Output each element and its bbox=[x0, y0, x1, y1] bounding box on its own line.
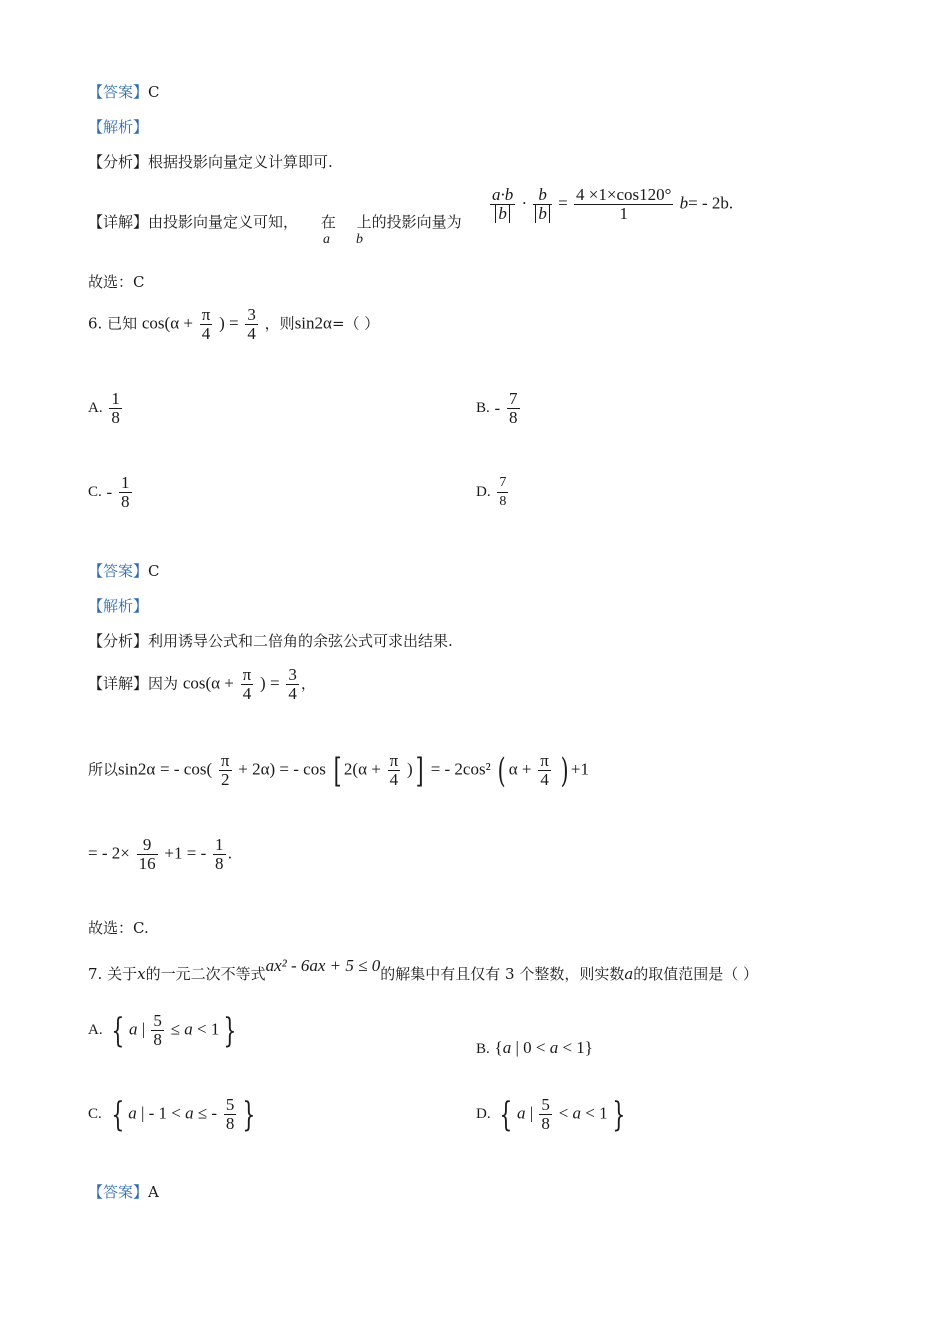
vector-a: a bbox=[323, 232, 330, 247]
q7-option-b[interactable]: B. {a | 0 < a < 1} bbox=[476, 1038, 593, 1057]
q6-option-c[interactable]: C. - $\frac{1}{8}$ bbox=[88, 473, 130, 511]
q7-option-d[interactable]: D. { a | $\frac{5}{8}$ < a < 1 } bbox=[476, 1094, 625, 1135]
vector-b: b bbox=[356, 232, 363, 247]
q7-option-c[interactable]: C. { a | - 1 < a ≤ - $\frac{5}{8}$ } bbox=[88, 1094, 256, 1135]
q6-option-b[interactable]: B. - $\frac{7}{8}$ bbox=[476, 389, 518, 427]
answer-tag: 【答案】 bbox=[88, 83, 149, 101]
answer-line bbox=[88, 82, 160, 102]
q6-xiangjie-line: 【详解】因为 cos(α + $\frac{\pi}{4}$ ) = $\frac{3}{4}$ ， bbox=[88, 665, 316, 703]
answer-value: C bbox=[148, 83, 160, 101]
q6-analysis-heading: 【解析】 bbox=[88, 597, 149, 615]
xiangjie-line: 【详解】由投影向量定义可知， 在 上的投影向量为 bbox=[88, 213, 462, 231]
q7-stem: 7. 关于x的一元二次不等式ax² - 6ax + 5 ≤ 0的解集中有且仅有 3 个整数，则实数a的取值范围是（ ） bbox=[88, 956, 759, 983]
q6-derivation-2: = - 2× $\frac{9}{16}$ +1 = - $\frac{1}{8}$ . bbox=[88, 835, 233, 873]
q7-option-a[interactable]: A. { a | $\frac{5}{8}$ ≤ a < 1 } bbox=[88, 1010, 237, 1051]
projection-formula: $\frac{a\cdot b}{b}$ · $\frac{b}{b}$ = $\frac{4 \times 1\times\cos 120^\circ}{1}$ b= - 2b. bbox=[492, 185, 734, 223]
guxuan-line: 故选：C bbox=[88, 273, 145, 291]
q6-option-a[interactable]: A. $\frac{1}{8}$ bbox=[88, 389, 120, 427]
q6-answer-line: 【答案】C bbox=[88, 562, 160, 580]
q7-answer-line: 【答案】A bbox=[88, 1183, 159, 1201]
analysis-heading: 【解析】 bbox=[88, 118, 149, 136]
q6-derivation-1: 所以sin2α = - cos( $\frac{\pi}{2}$ + 2α) = - cos [ 2(α + $\frac{\pi}{4}$ )] = - 2cos² ( α + $\frac{\pi}{4}$ ) +1 bbox=[88, 750, 590, 791]
q6-guxuan-line: 故选：C. bbox=[88, 919, 149, 937]
fenxi-line: 【分析】根据投影向量定义计算即可. bbox=[88, 153, 333, 171]
q6-option-d[interactable]: D. $\frac{7}{8}$ bbox=[476, 475, 507, 509]
q6-fenxi-line: 【分析】利用诱导公式和二倍角的余弦公式可求出结果. bbox=[88, 632, 453, 650]
q6-stem: 6. 已知 cos(α + $\frac{\pi}{4}$ ) = $\frac{3}{4}$ ，则sin2α=（ ） bbox=[88, 305, 380, 343]
